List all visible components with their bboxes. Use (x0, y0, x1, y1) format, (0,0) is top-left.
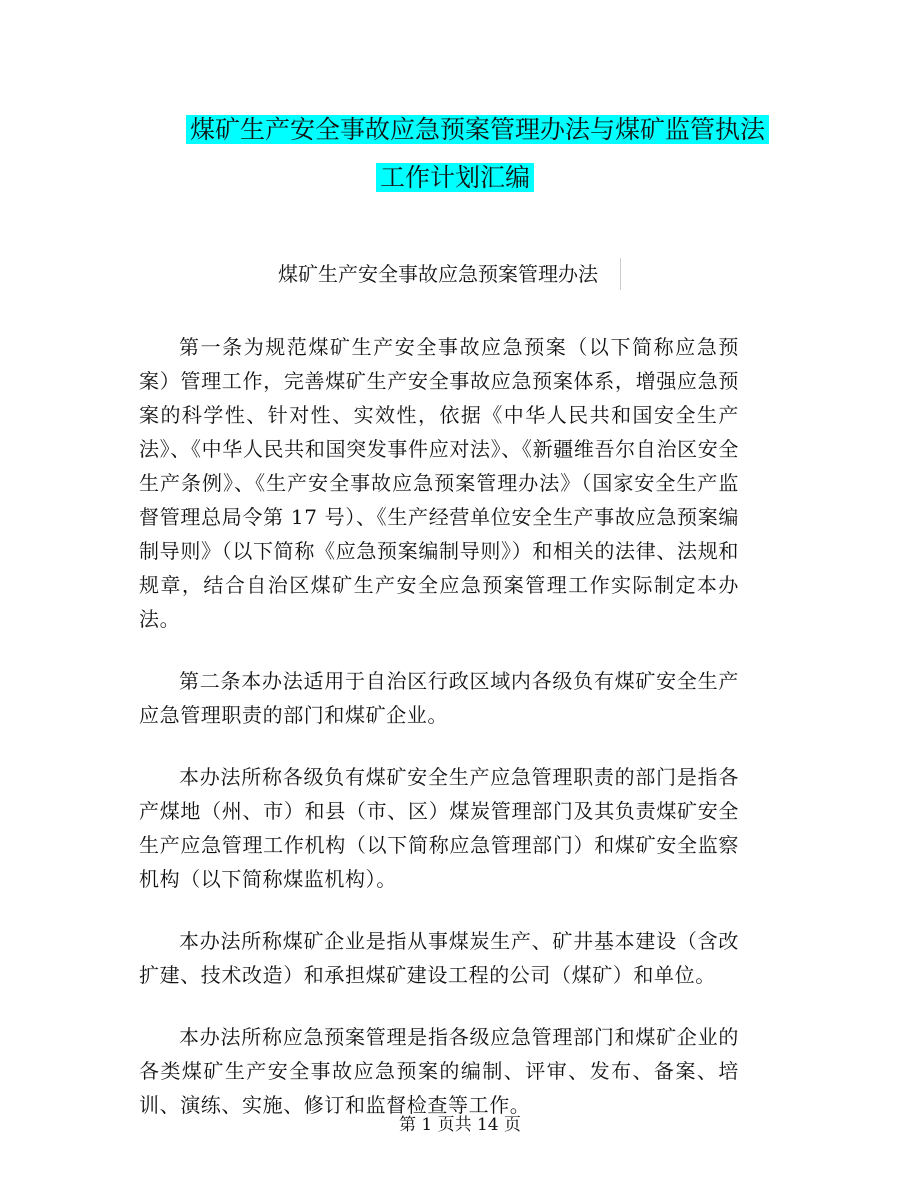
document-body (139, 330, 739, 1150)
paragraph-definition-departments: 本办法所称各级负有煤矿安全生产应急管理职责的部门是指各产煤地（州、市）和县（市、区）煤炭管理部门及其负责煤矿安全生产应急管理工作机构（以下简称应急管理部门）和煤矿安全监察机构（以下简称煤监机构）。 (139, 765, 739, 891)
section-subtitle: 煤矿生产安全事故应急预案管理办法 (278, 258, 621, 290)
document-title-line-1 (186, 112, 769, 148)
page-footer: 第 1 页共 14 页 (398, 1115, 522, 1135)
title-highlight: 工作计划汇编 (376, 163, 534, 192)
paragraph-definition-enterprises: 本办法所称煤矿企业是指从事煤炭生产、矿井基本建设（含改扩建、技术改造）和承担煤矿建设工程的公司（煤矿）和单位。 (139, 929, 739, 987)
paragraph-article-1: 第一条为规范煤矿生产安全事故应急预案（以下简称应急预案）管理工作，完善煤矿生产安全事故应急预案体系，增强应急预案的科学性、针对性、实效性，依据《中华人民共和国安全生产法》、《中华人民共和国突发事件应对法》、《新疆维吾尔自治区安全生产条例》、《生产安全事故应急预案管理办法》（国家安全生产监督管理总局令第 17 号）、《生产经营单位安全生产事故应急预案编制导则》（以下简称《应急预案编制导则》）和相关的法律、法规和规章，结合自治区煤矿生产安全应急预案管理工作实际制定本办法。 (139, 335, 739, 631)
title-highlight: 煤矿生产安全事故应急预案管理办法与煤矿监管执法 (186, 115, 769, 144)
paragraph-article-2: 第二条本办法适用于自治区行政区域内各级负有煤矿安全生产应急管理职责的部门和煤矿企业。 (139, 669, 739, 727)
paragraph-definition-management: 本办法所称应急预案管理是指各级应急管理部门和煤矿企业的各类煤矿生产安全事故应急预案的编制、评审、发布、备案、培训、演练、实施、修订和监督检查等工作。 (139, 1025, 739, 1117)
document-title-line-2 (376, 160, 534, 196)
